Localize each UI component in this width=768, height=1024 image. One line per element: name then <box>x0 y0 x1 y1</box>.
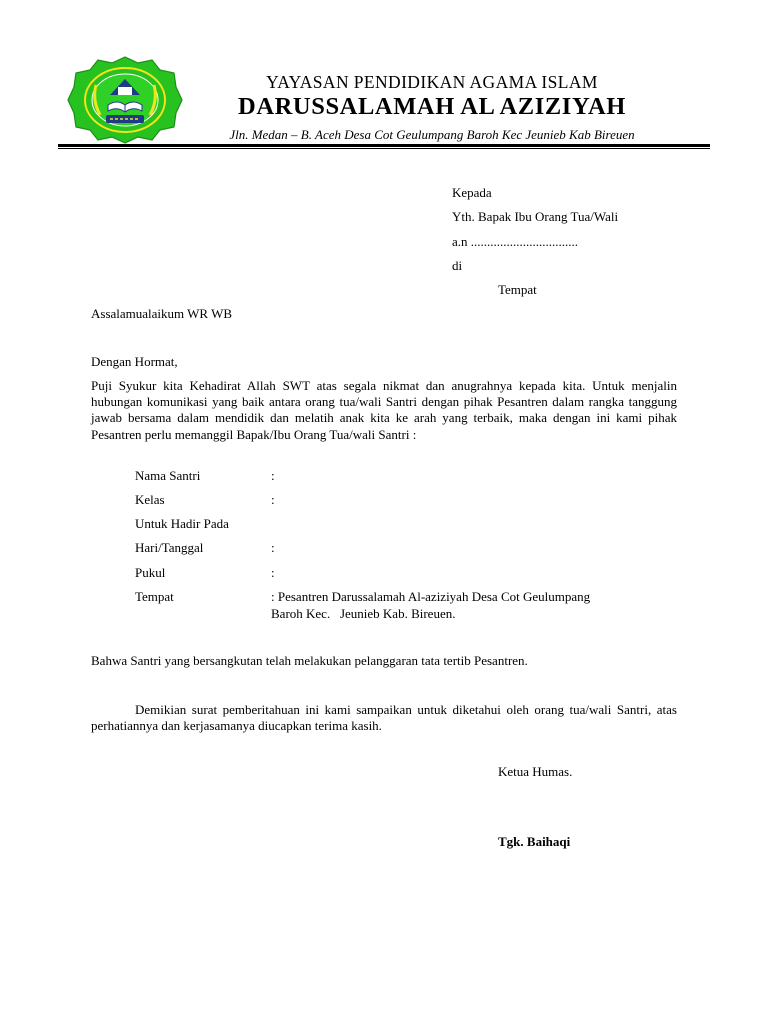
field-tempat-value-line2: Baroh Kec. Jeunieb Kab. Bireuen. <box>271 606 456 621</box>
letterhead-name: DARUSSALAMAH AL AZIZIYAH <box>238 93 626 120</box>
field-pukul-label: Pukul <box>135 565 166 580</box>
statement: Bahwa Santri yang bersangkutan telah melakukan pelanggaran tata tertib Pesantren. <box>91 653 528 668</box>
field-pukul-value: : <box>271 565 275 580</box>
closing-paragraph: Demikian surat pemberitahuan ini kami sampaikan untuk diketahui oleh orang tua/wali Santri, atas perhatiannya dan kerjasamanya diucapkan terima kasih. <box>91 702 677 734</box>
recipient-place: Tempat <box>498 282 537 297</box>
field-kelas-label: Kelas <box>135 492 165 507</box>
field-hari-label: Hari/Tanggal <box>135 540 204 555</box>
institution-logo-icon <box>66 55 184 145</box>
header-divider-thin <box>58 148 710 149</box>
salam: Assalamualaikum WR WB <box>91 306 233 321</box>
field-nama-value: : <box>271 468 275 483</box>
field-hari-value: : <box>271 540 275 555</box>
field-kelas-value: : <box>271 492 275 507</box>
recipient-an: a.n ................................. <box>452 234 579 249</box>
greeting: Dengan Hormat, <box>91 354 178 369</box>
intro-paragraph: Puji Syukur kita Kehadirat Allah SWT atas segala nikmat dan anugrahnya kepada kita. Untuk menjalin hubungan komunikasi yang baik antara orang tua/wali Santri dengan pihak Pesantren dalam rangka tanggung jawab bersama dalam mendidik dan melatih anak kita ke arah yang terbaik, maka dengan ini kami pihak Pesantren perlu memanggil Bapak/Ibu Orang Tua/wali Santri : <box>91 378 677 442</box>
field-tempat-label: Tempat <box>135 589 174 604</box>
field-tempat-value-line1: : Pesantren Darussalamah Al-aziziyah Desa Cot Geulumpang <box>271 589 591 604</box>
signature-title: Ketua Humas. <box>498 764 573 779</box>
signature-name: Tgk. Baihaqi <box>498 834 571 849</box>
recipient-to: Kepada <box>452 185 492 200</box>
field-hadir-label: Untuk Hadir Pada <box>135 516 229 531</box>
field-nama-label: Nama Santri <box>135 468 201 483</box>
recipient-yth: Yth. Bapak Ibu Orang Tua/Wali <box>452 209 619 224</box>
letterhead-address: Jln. Medan – B. Aceh Desa Cot Geulumpang Baroh Kec Jeunieb Kab Bireuen <box>229 127 635 142</box>
letterhead-org: YAYASAN PENDIDIKAN AGAMA ISLAM <box>266 72 598 92</box>
header-divider-thick <box>58 144 710 147</box>
recipient-di: di <box>452 258 463 273</box>
